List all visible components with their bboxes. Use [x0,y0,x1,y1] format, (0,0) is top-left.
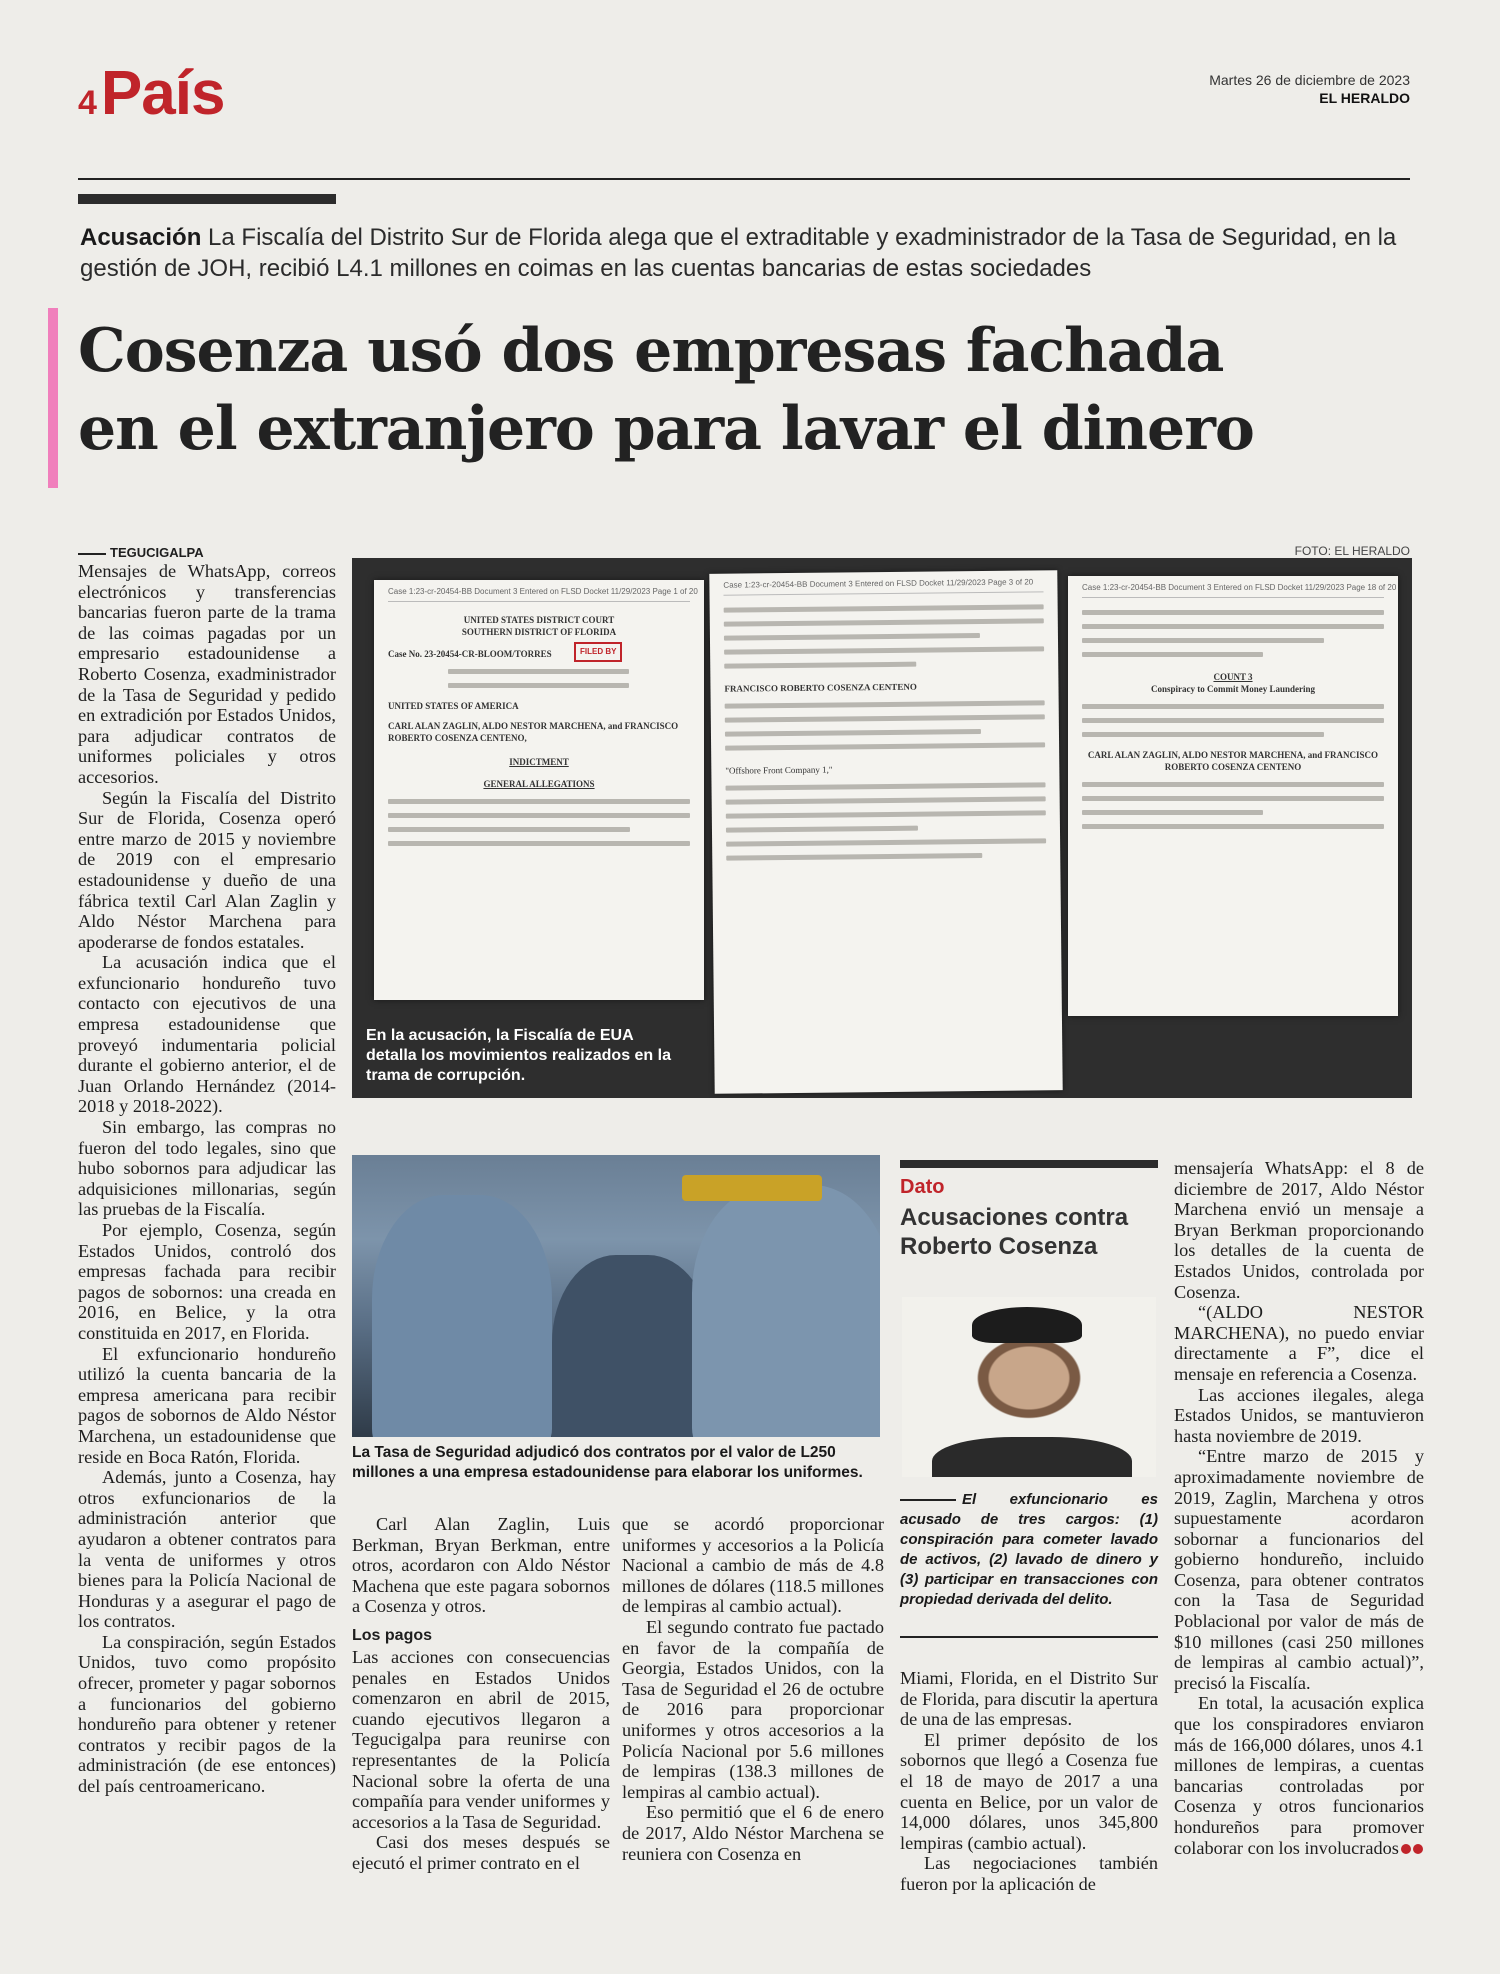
paragraph: que se acordó proporcionar uniformes y accesorios a la Policía Nacional a cambio de más de 4.8 millones de dólares (118.5 millones de lempiras al cambio actual). [622,1514,884,1617]
paragraph: Casi dos meses después se ejecutó el primer contrato en el [352,1832,610,1873]
kicker-label: Acusación [80,224,202,251]
doc-text-line [726,853,982,861]
doc-text-line [724,604,1044,612]
doc-text-line [724,633,980,641]
doc-text-line [1082,732,1324,737]
doc-header: Case 1:23-cr-20454-BB Document 3 Entered on FLSD Docket 11/29/2023 Page 3 of 20 [723,576,1043,595]
indictment-page-18 [1068,576,1398,1016]
photo-caption: En la acusación, la Fiscalía de EUA detalla los movimientos realizados en la trama de corrupción. [352,1020,692,1098]
dato-bottom-rule [900,1636,1158,1638]
publication-date: Martes 26 de diciembre de 2023 [1209,72,1410,88]
doc-court: UNITED STATES DISTRICT COURT [463,615,615,625]
article-column-2 [352,1514,610,1874]
doc-text-line [726,796,1046,804]
doc-text-line [725,742,1045,750]
doc-text-line [1082,718,1384,723]
doc-defendant-name: FRANCISCO ROBERTO COSENZA CENTENO [724,681,917,694]
doc-text-line [725,714,1045,722]
headline [78,312,1438,468]
kicker [80,222,1420,284]
doc-text-line [726,782,1046,790]
subhead: Los pagos [352,1626,433,1644]
photo-credit: FOTO: EL HERALDO [1294,544,1410,558]
photo-caption: La Tasa de Seguridad adjudicó dos contratos por el valor de L250 millones a una empresa estadounidense para elaborar los uniformes. [352,1444,863,1481]
final-paragraph-text: En total, la acusación explica que los conspiradores enviaron más de 166,000 dólares, unos 4.1 millones de lempiras, a cuentas bancarias controladas por Cosenza y otros funcionarios hondureños para promover colaborar con los involucrados [1174,1693,1424,1858]
dato-title: Acusaciones contra Roberto Cosenza [900,1204,1129,1260]
section-header [78,58,224,129]
paragraph: La acusación indica que el exfuncionario hondureño tuvo contacto con ejecutivos de una empresa estadounidense que proveyó indumentaria policial durante el gobierno anterior, el de Juan Orlando Hernández (2014-2018 y 2018-2022). [78,952,336,1117]
doc-count: COUNT 3 [1213,672,1253,682]
doc-text-line [388,813,690,818]
filed-stamp: FILED BY [574,642,622,662]
doc-text-line [1082,796,1384,801]
doc-text-line [725,729,981,737]
doc-text-line [1082,782,1384,787]
doc-names: CARL ALAN ZAGLIN, ALDO NESTOR MARCHENA, and FRANCISCO ROBERTO COSENZA CENTENO [1087,750,1379,772]
paragraph: Las negociaciones también fueron por la aplicación de [900,1853,1158,1894]
paragraph: Carl Alan Zaglin, Luis Berkman, Bryan Berkman, entre otros, acordaron con Aldo Néstor Machena que este pagara sobornos a Cosenza y otros. [352,1514,610,1617]
doc-text-line [726,810,1046,818]
paragraph [1174,1693,1424,1858]
section-name: País [100,59,225,128]
paragraph: Miami, Florida, en el Distrito Sur de Florida, para discutir la apertura de una de las empresas. [900,1668,1158,1730]
article-column-1 [78,545,336,1797]
indictment-page-1 [374,580,704,1000]
paragraph: Según la Fiscalía del Distrito Sur de Florida, Cosenza operó entre marzo de 2015 y noviembre de 2019 con el empresario estadounidense y dueño de una fábrica textil Carl Alan Zaglin y Aldo Néstor Marchena para apoderarse de fondos estatales. [78,787,336,952]
dato-rule [900,1160,1158,1168]
police-officer-figure [372,1195,552,1437]
paragraph: La conspiración, según Estados Unidos, tuvo como propósito ofrecer, prometer y pagar sobornos a funcionarios del gobierno hondureño para obtener y retener contratos y recibir pagos de la administración (de ese entonces) del país centroamericano. [78,1631,336,1797]
end-of-article-icon [1401,1844,1411,1854]
dateline: TEGUCIGALPA [78,545,336,561]
highlighter-mark [48,308,58,488]
paragraph: Por ejemplo, Cosenza, según Estados Unidos, controló dos empresas fachada para recibir pagos de sobornos: una creada en 2016, en Belice, y la otra constituida en 2017, en Florida. [78,1220,336,1343]
police-photo [352,1155,880,1437]
indictment-photo [352,558,1412,1098]
police-officer-figure [692,1185,880,1437]
doc-text-line [1082,610,1384,615]
doc-district: SOUTHERN DISTRICT OF FLORIDA [461,627,617,637]
indictment-page-3 [709,570,1062,1094]
masthead [1209,72,1410,106]
newspaper-name: EL HERALDO [1319,90,1410,106]
headline-line-1: Cosenza usó dos empresas fachada [78,316,1224,386]
doc-parties: UNITED STATES OF AMERICA [388,701,519,711]
page-number: 4 [78,84,97,122]
doc-text-line [388,841,690,846]
paragraph: Las acciones con consecuencias penales en Estados Unidos comenzaron en abril de 2015, cuando ejecutivos llegaron a Tegucigalpa para reunirse con representantes de la Policía Nacional sobre la oferta de una compañía para vender uniformes y accesorios a la Tasa de Seguridad. [352,1646,610,1832]
doc-text-line [448,683,629,688]
article-column-4 [900,1668,1158,1895]
end-of-article-icon [1413,1844,1423,1854]
kicker-text: La Fiscalía del Distrito Sur de Florida alega que el extraditable y exadministrador de la Tasa de Seguridad, en la gestión de JOH, recibió L4.1 millones en coimas en las cuentas bancarias de estas sociedades [80,224,1397,282]
doc-text-line [448,669,629,674]
doc-general-allegations: GENERAL ALLEGATIONS [483,779,595,789]
paragraph: El segundo contrato fue pactado en favor de la compañía de Georgia, Estados Unidos, con la Tasa de Seguridad el 26 de octubre de 2016 para proporcionar uniformes y otros accesorios a la Policía Nacional por 5.6 millones de lempiras (138.3 millones de lempiras al cambio actual). [622,1616,884,1802]
paragraph: El primer depósito de los sobornos que llegó a Cosenza fue el 18 de mayo de 2017 a una cuenta en Belice, por un valor de 14,000 dólares, unos 345,800 lempiras (cambio actual). [900,1729,1158,1853]
doc-text-line [1082,824,1384,829]
paragraph: El exfuncionario hondureño utilizó la cuenta bancaria de la empresa americana para recibir pagos de sobornos de Aldo Néstor Marchena, un estadounidense que reside en Boca Ratón, Florida. [78,1343,336,1467]
paragraph: mensajería WhatsApp: el 8 de diciembre de 2017, Aldo Néstor Marchena envió un mensaje a Bryan Berkman proporcionando los detalles de la cuenta de Estados Unidos, controlada por Cosenza. [1174,1158,1424,1302]
doc-text-line [726,826,918,833]
doc-text-line [724,646,1044,654]
doc-case-number: Case No. 23-20454-CR-BLOOM/TORRES [388,649,552,659]
doc-text-line [388,827,630,832]
doc-text-line [1082,638,1324,643]
headline-line-2: en el extranjero para lavar el dinero [78,394,1254,464]
paragraph: Sin embargo, las compras no fueron del todo legales, sino que hubo sobornos para adjudicar las adquisiciones millonarias, según las pruebas de la Fiscalía. [78,1117,336,1220]
hair [972,1307,1082,1343]
suit [932,1437,1132,1477]
doc-indictment-title: INDICTMENT [509,757,569,767]
doc-header: Case 1:23-cr-20454-BB Document 3 Entered on FLSD Docket 11/29/2023 Page 1 of 20 [388,586,690,602]
header-bar [78,194,336,204]
doc-text-line [725,700,1045,708]
dato-label: Dato [900,1176,945,1198]
doc-text-line [724,618,1044,626]
doc-defendants: CARL ALAN ZAGLIN, ALDO NESTOR MARCHENA, and FRANCISCO ROBERTO COSENZA CENTENO, [388,721,679,743]
header-rule [78,178,1410,180]
paragraph: Mensajes de WhatsApp, correos electrónicos y transferencias bancarias fueron parte de la trama de las coimas pagadas por un empresario estadounidense a Roberto Cosenza, exadministrador de la Tasa de Seguridad y pedido en extradición por Estados Unidos, para adjudicar contratos de uniformes policiales y otros accesorios. [78,561,336,787]
article-column-3 [622,1514,884,1864]
doc-text-line [724,662,916,669]
doc-text-line [1082,704,1384,709]
officer-cap [682,1175,822,1201]
paragraph: Además, junto a Cosenza, hay otros exfuncionarios de la administración anterior que ayudaron a obtener contratos para la venta de uniformes y otros bienes para la Policía Nacional de Honduras y a asegurar el pago de los contratos. [78,1467,336,1632]
paragraph: “Entre marzo de 2015 y aproximadamente noviembre de 2019, Zaglin, Marchena y otros supuestamente acordaron sobornar a funcionarios del gobierno hondureño, incluido Cosenza, para obtener contratos con la Tasa de Seguridad Poblacional por valor de más de $10 millones (casi 250 millones de lempiras al cambio actual)”, precisó la Fiscalía. [1174,1446,1424,1693]
doc-text-line [1082,810,1263,815]
doc-text-line [726,838,1046,846]
doc-header: Case 1:23-cr-20454-BB Document 3 Entered on FLSD Docket 11/29/2023 Page 18 of 20 [1082,582,1384,598]
doc-text-line [1082,652,1263,657]
portrait-photo [902,1297,1156,1477]
doc-item: "Offshore Front Company 1," [725,764,833,776]
police-officer-figure [552,1255,712,1437]
article-column-5 [1174,1158,1424,1858]
doc-text-line [388,799,690,804]
paragraph: Eso permitió que el 6 de enero de 2017, Aldo Néstor Marchena se reuniera con Cosenza en [622,1802,884,1864]
doc-conspiracy: Conspiracy to Commit Money Laundering [1151,684,1315,694]
paragraph: Las acciones ilegales, alega Estados Unidos, se mantuvieron hasta noviembre de 2019. [1174,1384,1424,1446]
doc-text-line [1082,624,1384,629]
dato-caption: El exfuncionario es acusado de tres cargos: (1) conspiración para cometer lavado de activos, (2) lavado de dinero y (3) participar en transacciones con propiedad derivada del delito. [900,1491,1158,1608]
paragraph: “(ALDO NESTOR MARCHENA), no puedo enviar directamente a F”, dice el mensaje en referencia a Cosenza. [1174,1302,1424,1384]
